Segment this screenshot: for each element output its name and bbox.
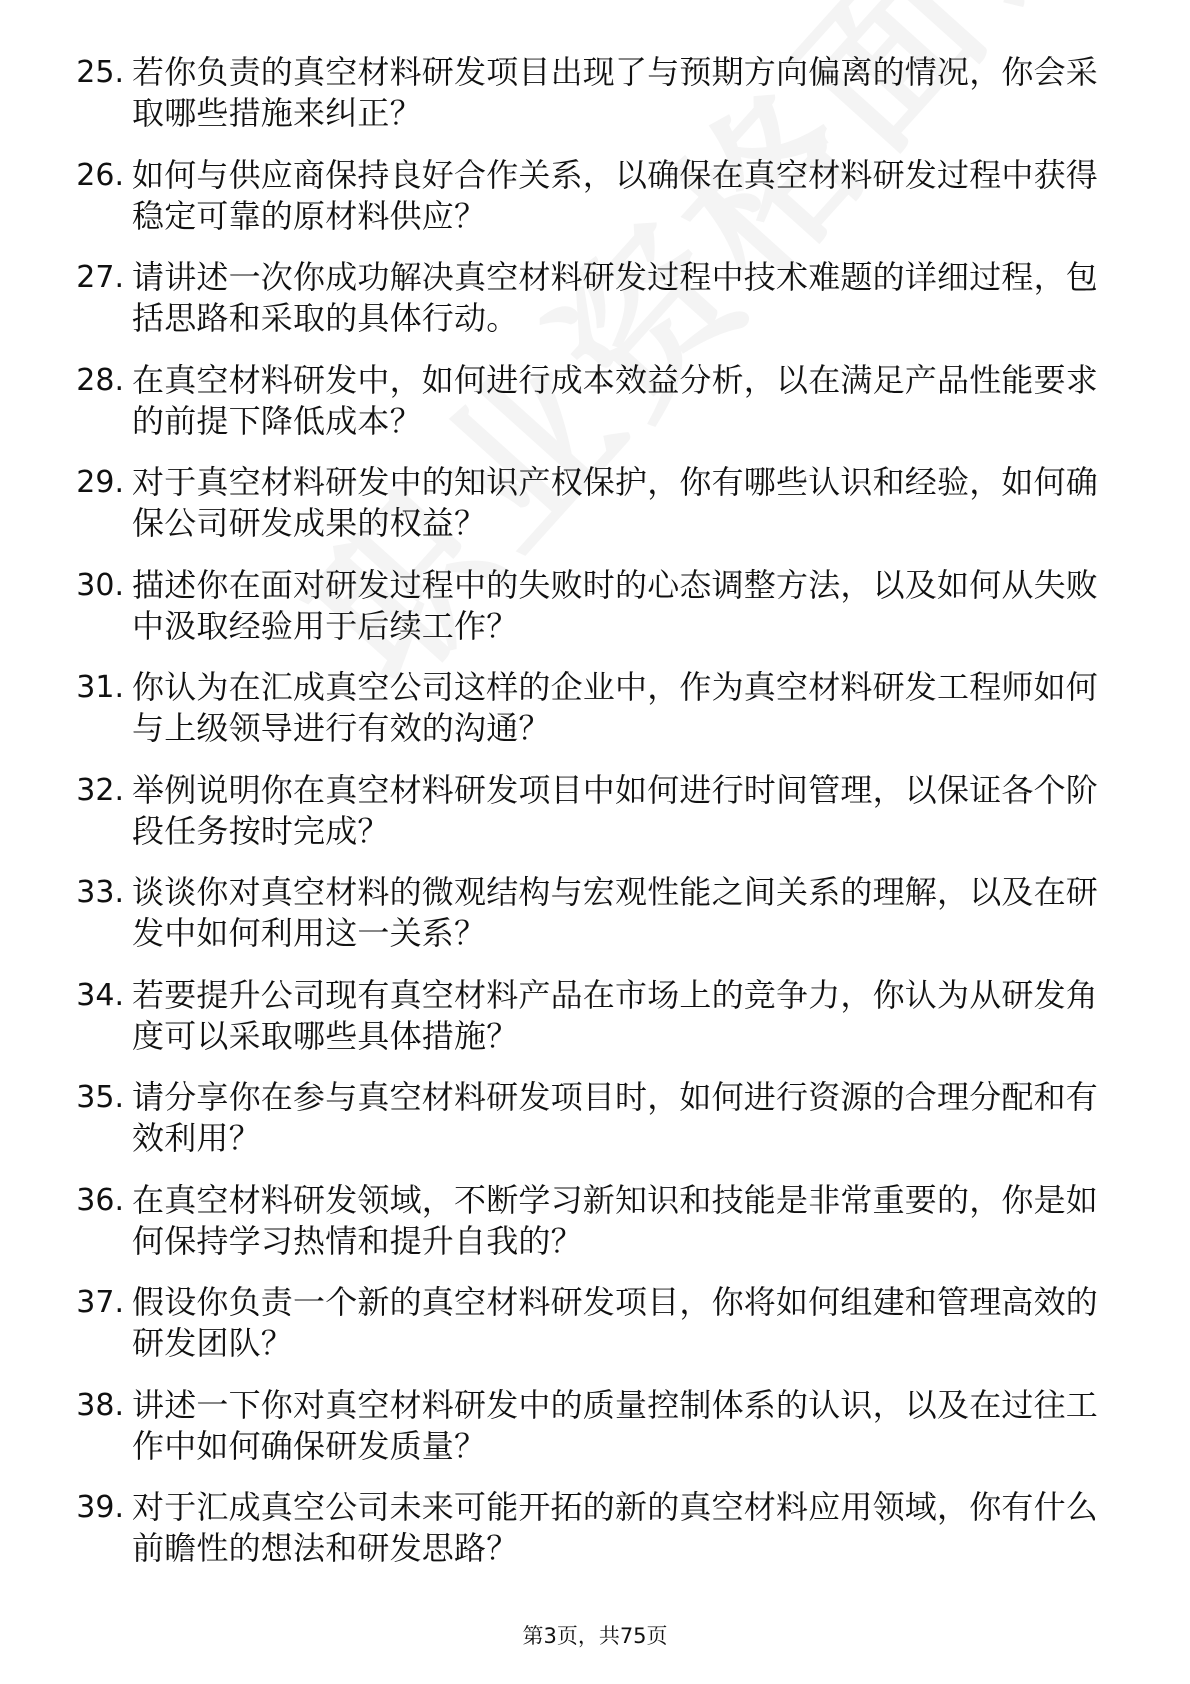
question-text: 若你负责的真空材料研发项目出现了与预期方向偏离的情况，你会采取哪些措施来纠正？ bbox=[132, 53, 1099, 132]
question-number: 27. bbox=[76, 260, 124, 295]
question-number: 29. bbox=[76, 465, 124, 500]
question-number: 37. bbox=[76, 1285, 124, 1320]
list-item bbox=[56, 1077, 1116, 1180]
list-item bbox=[56, 52, 1116, 155]
question-number: 26. bbox=[76, 157, 124, 193]
question-text: 举例说明你在真空材料研发项目中如何进行时间管理，以保证各个阶段任务按时完成？ bbox=[132, 770, 1099, 850]
list-item bbox=[56, 1282, 1116, 1385]
question-text: 对于汇成真空公司未来可能开拓的新的真空材料应用领域，你有什么前瞻性的想法和研发思路？ bbox=[132, 1488, 1099, 1567]
list-item bbox=[56, 1180, 1116, 1283]
question-number: 38. bbox=[76, 1387, 124, 1423]
question-text: 在真空材料研发领域，不断学习新知识和技能是非常重要的，你是如何保持学习热情和提升自我的？ bbox=[132, 1180, 1099, 1260]
list-item bbox=[56, 1385, 1116, 1488]
question-text: 讲述一下你对真空材料研发中的质量控制体系的认识，以及在过往工作中如何确保研发质量？ bbox=[132, 1385, 1099, 1465]
question-list bbox=[56, 52, 1116, 1590]
question-number: 32. bbox=[76, 772, 124, 808]
list-item bbox=[56, 1487, 1116, 1590]
question-text: 如何与供应商保持良好合作关系，以确保在真空材料研发过程中获得稳定可靠的原材料供应？ bbox=[132, 155, 1099, 235]
list-item bbox=[56, 155, 1116, 258]
question-number: 25. bbox=[76, 55, 124, 90]
question-text: 请分享你在参与真空材料研发项目时，如何进行资源的合理分配和有效利用？ bbox=[132, 1078, 1099, 1157]
question-number: 28. bbox=[76, 362, 124, 398]
list-item bbox=[56, 770, 1116, 873]
question-text: 在真空材料研发中，如何进行成本效益分析，以在满足产品性能要求的前提下降低成本？ bbox=[132, 360, 1099, 440]
question-number: 34. bbox=[76, 977, 124, 1013]
question-number: 31. bbox=[76, 670, 124, 705]
question-text: 描述你在面对研发过程中的失败时的心态调整方法，以及如何从失败中汲取经验用于后续工作？ bbox=[132, 565, 1099, 645]
question-number: 36. bbox=[76, 1182, 124, 1218]
page-number-footer: 第3页，共75页 bbox=[522, 1624, 668, 1648]
question-text: 谈谈你对真空材料的微观结构与宏观性能之间关系的理解，以及在研发中如何利用这一关系？ bbox=[132, 873, 1099, 952]
question-number: 33. bbox=[76, 875, 124, 910]
question-number: 30. bbox=[76, 567, 124, 603]
list-item bbox=[56, 975, 1116, 1078]
question-text: 若要提升公司现有真空材料产品在市场上的竞争力，你认为从研发角度可以采取哪些具体措施？ bbox=[132, 975, 1099, 1055]
question-number: 39. bbox=[76, 1490, 124, 1525]
question-text: 假设你负责一个新的真空材料研发项目，你将如何组建和管理高效的研发团队？ bbox=[132, 1283, 1099, 1362]
list-item bbox=[56, 257, 1116, 360]
list-item bbox=[56, 667, 1116, 770]
question-text: 对于真空材料研发中的知识产权保护，你有哪些认识和经验，如何确保公司研发成果的权益？ bbox=[132, 463, 1099, 542]
question-number: 35. bbox=[76, 1080, 124, 1115]
list-item bbox=[56, 360, 1116, 463]
question-text: 请讲述一次你成功解决真空材料研发过程中技术难题的详细过程，包括思路和采取的具体行动。 bbox=[132, 258, 1099, 337]
question-text: 你认为在汇成真空公司这样的企业中，作为真空材料研发工程师如何与上级领导进行有效的沟通？ bbox=[132, 668, 1099, 747]
list-item bbox=[56, 462, 1116, 565]
list-item bbox=[56, 872, 1116, 975]
list-item bbox=[56, 565, 1116, 668]
